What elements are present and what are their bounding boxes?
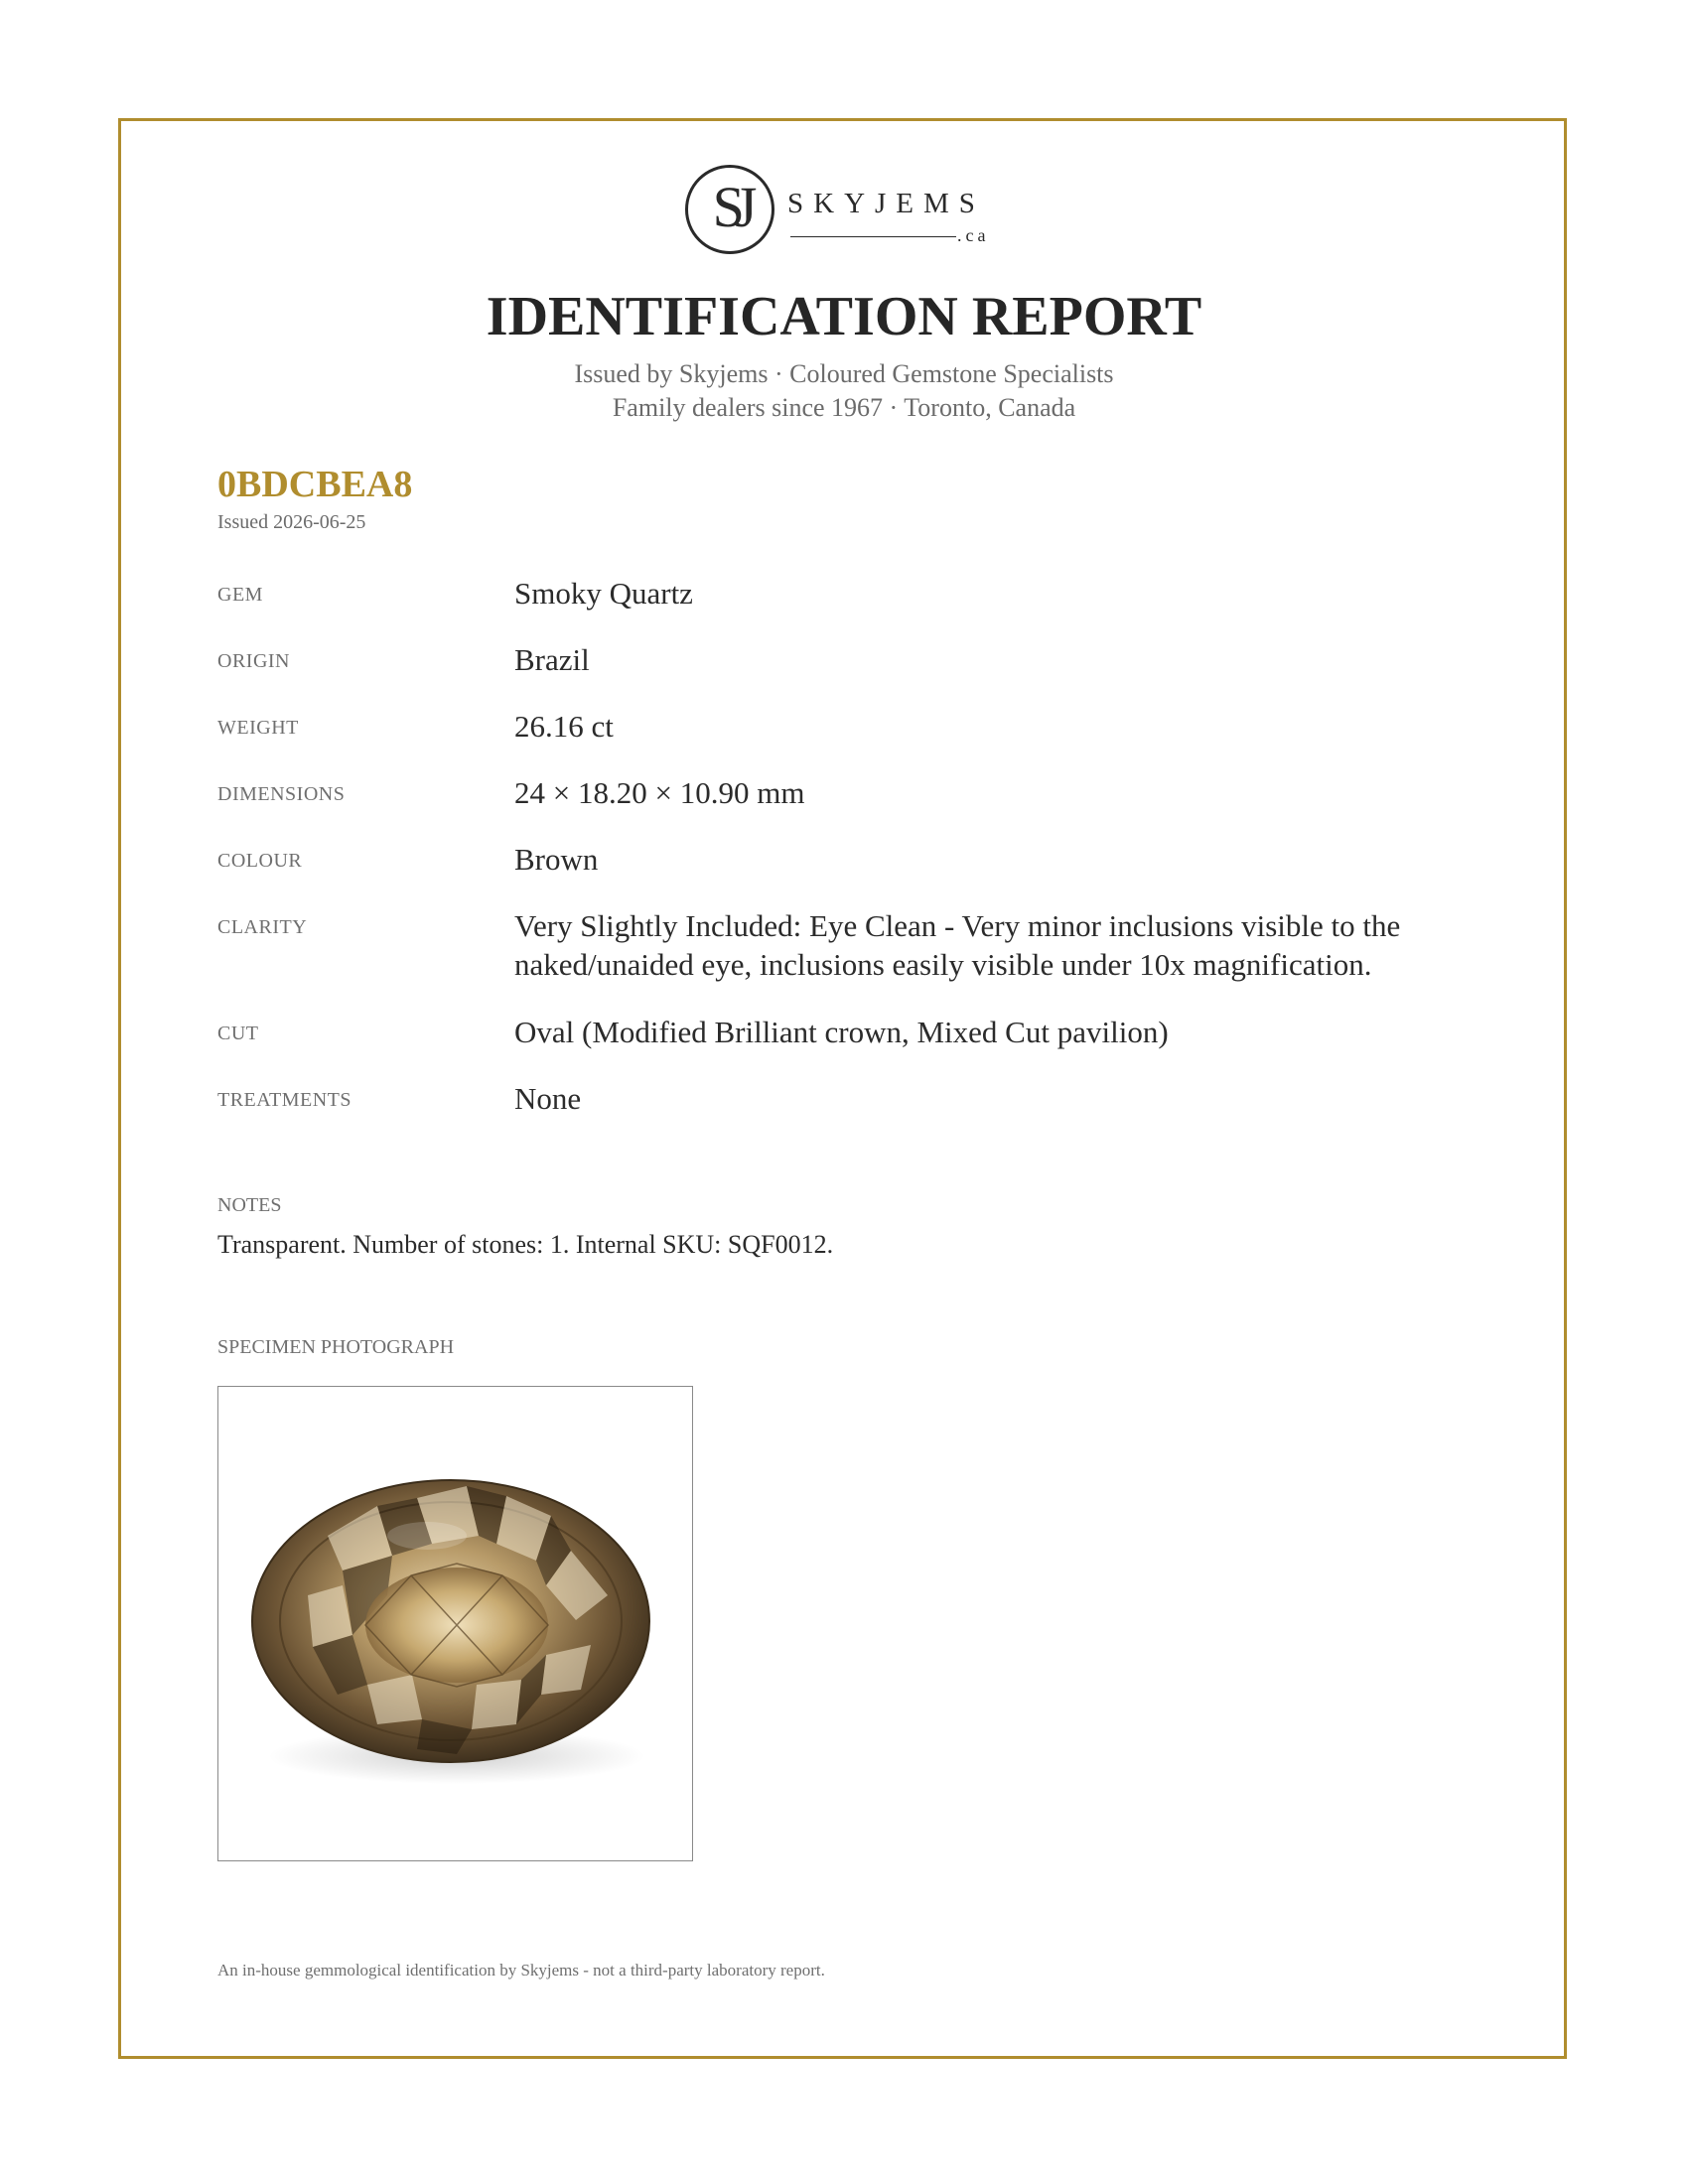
origin-value: Brazil [514,642,590,677]
disclaimer-footer: An in-house gemmological identification by Skyjems - not a third-party laboratory report. [217,1961,825,1979]
gem-label: GEM [217,584,263,606]
colour-value: Brown [514,842,599,877]
smoky-quartz-gem-image [218,1387,691,1859]
origin-label: ORIGIN [217,650,290,672]
photo-label: SPECIMEN PHOTOGRAPH [217,1336,455,1358]
weight-value: 26.16 ct [514,709,614,744]
issue-date: Issued 2026-06-25 [217,511,366,533]
logo-underline [790,236,956,237]
notes-text: Transparent. Number of stones: 1. Internal SKU: SQF0012. [217,1230,834,1259]
dimensions-label: DIMENSIONS [217,783,346,805]
clarity-label: CLARITY [217,916,308,938]
report-id: 0BDCBEA8 [217,464,413,505]
logo-suffix: .ca [957,225,990,245]
report-title: IDENTIFICATION REPORT [486,286,1202,347]
colour-label: COLOUR [217,850,303,872]
skyjems-logo [685,165,1013,264]
weight-label: WEIGHT [217,717,299,739]
logo-monogram: SJ [712,175,748,239]
treatments-value: None [514,1081,582,1116]
clarity-value: Very Slightly Included: Eye Clean - Very minor inclusions visible to the naked/unaided eye, inclusions easily visible under 10x magnification. [514,908,1401,982]
dealer-line: Family dealers since 1967 · Toronto, Canada [612,393,1076,422]
issuer-line: Issued by Skyjems · Coloured Gemstone Specialists [574,359,1114,388]
notes-label: NOTES [217,1194,282,1216]
dimensions-value: 24 × 18.20 × 10.90 mm [514,775,805,810]
cut-value: Oval (Modified Brilliant crown, Mixed Cut pavilion) [514,1015,1169,1049]
gem-value: Smoky Quartz [514,576,693,611]
specimen-photograph [217,1386,693,1861]
logo-wordmark: SKYJEMS [787,188,985,219]
treatments-label: TREATMENTS [217,1089,352,1111]
cut-label: CUT [217,1023,259,1044]
